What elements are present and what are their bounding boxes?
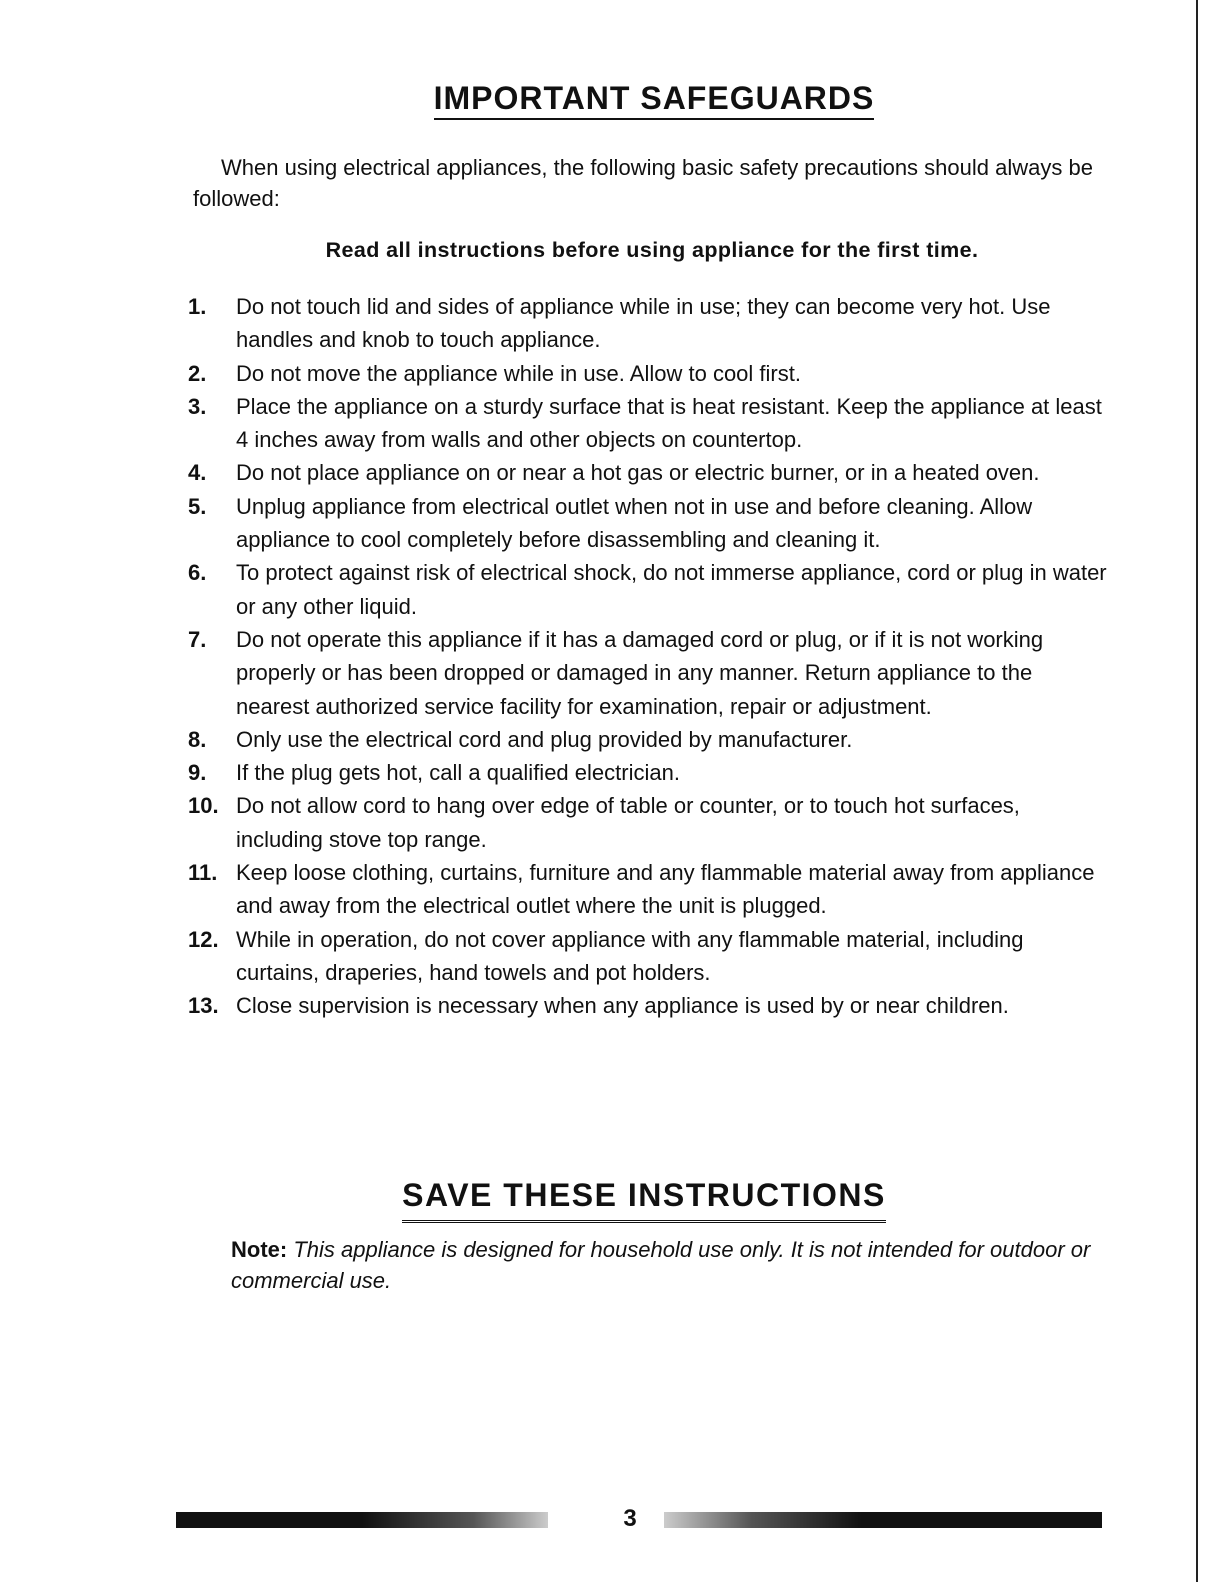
list-item-number: 13. <box>188 993 219 1019</box>
page-title <box>0 80 1224 120</box>
note-text: This appliance is designed for household use only. It is not intended for outdoor or commercial use. <box>231 1237 1091 1293</box>
list-item-number: 3. <box>188 393 207 419</box>
list-item-text: While in operation, do not cover appliance with any flammable material, including curtains, draperies, hand towels and pot holders. <box>236 926 1024 985</box>
list-item <box>188 357 1108 390</box>
list-item-text: Do not operate this appliance if it has a damaged cord or plug, or if it is not working properly or has been dropped or damaged in any manner. Return appliance to the nearest authorized service facility for examination, repair or adjustment. <box>236 626 1044 719</box>
list-item <box>188 789 1108 856</box>
list-item-number: 8. <box>188 726 207 752</box>
list-item <box>188 756 1108 789</box>
list-item-number: 9. <box>188 760 207 786</box>
list-item-text: Only use the electrical cord and plug provided by manufacturer. <box>236 726 853 752</box>
list-item <box>188 723 1108 756</box>
list-item-number: 7. <box>188 626 207 652</box>
list-item-text: Close supervision is necessary when any appliance is used by or near children. <box>236 993 1009 1019</box>
intro-paragraph: When using electrical appliances, the following basic safety precautions should always be followed: <box>193 155 1093 211</box>
list-item-text: Place the appliance on a sturdy surface that is heat resistant. Keep the appliance at least 4 inches away from walls and other objects on countertop. <box>236 393 1102 453</box>
note-label: Note: <box>231 1237 288 1262</box>
list-item-text: If the plug gets hot, call a qualified electrician. <box>236 760 680 786</box>
list-item-text: Do not touch lid and sides of appliance while in use; they can become very hot. Use handles and knob to touch appliance. <box>236 294 1051 353</box>
safeguards-list <box>188 290 1108 1023</box>
list-item-number: 5. <box>188 493 207 519</box>
list-item-number: 2. <box>188 360 207 386</box>
list-item <box>188 989 1108 1022</box>
list-item-number: 12. <box>188 926 219 952</box>
save-instructions-text: SAVE THESE INSTRUCTIONS <box>402 1176 886 1223</box>
list-item <box>188 490 1108 557</box>
list-item <box>188 623 1108 723</box>
list-item-number: 6. <box>188 560 207 586</box>
list-item-text: Do not move the appliance while in use. Allow to cool first. <box>236 360 801 386</box>
page-title-text: IMPORTANT SAFEGUARDS <box>434 80 875 120</box>
save-instructions-heading <box>0 1176 1224 1223</box>
read-instructions-notice: Read all instructions before using appliance for the first time. <box>325 238 979 262</box>
list-item-number: 1. <box>188 294 207 319</box>
list-item-number: 4. <box>188 460 207 486</box>
list-item <box>188 290 1108 357</box>
list-item-text: Do not place appliance on or near a hot gas or electric burner, or in a heated oven. <box>236 460 1040 486</box>
list-item-number: 10. <box>188 793 219 819</box>
list-item-text: To protect against risk of electrical shock, do not immerse appliance, cord or plug in water or any other liquid. <box>236 560 1107 619</box>
usage-note <box>231 1234 1091 1296</box>
page-number: 3 <box>623 1505 637 1532</box>
footer-bar-right <box>664 1512 1102 1528</box>
footer-bar-left <box>176 1512 548 1528</box>
list-item <box>188 456 1108 489</box>
list-item <box>188 923 1108 990</box>
list-item <box>188 390 1108 457</box>
list-item <box>188 856 1108 923</box>
list-item <box>188 556 1108 623</box>
list-item-text: Do not allow cord to hang over edge of table or counter, or to touch hot surfaces, including stove top range. <box>236 793 1020 852</box>
list-item-text: Keep loose clothing, curtains, furniture and any flammable material away from appliance and away from the electrical outlet where the unit is plugged. <box>236 860 1095 919</box>
list-item-number: 11. <box>188 860 218 886</box>
list-item-text: Unplug appliance from electrical outlet when not in use and before cleaning. Allow appliance to cool completely before disassembling and cleaning it. <box>236 493 1033 553</box>
